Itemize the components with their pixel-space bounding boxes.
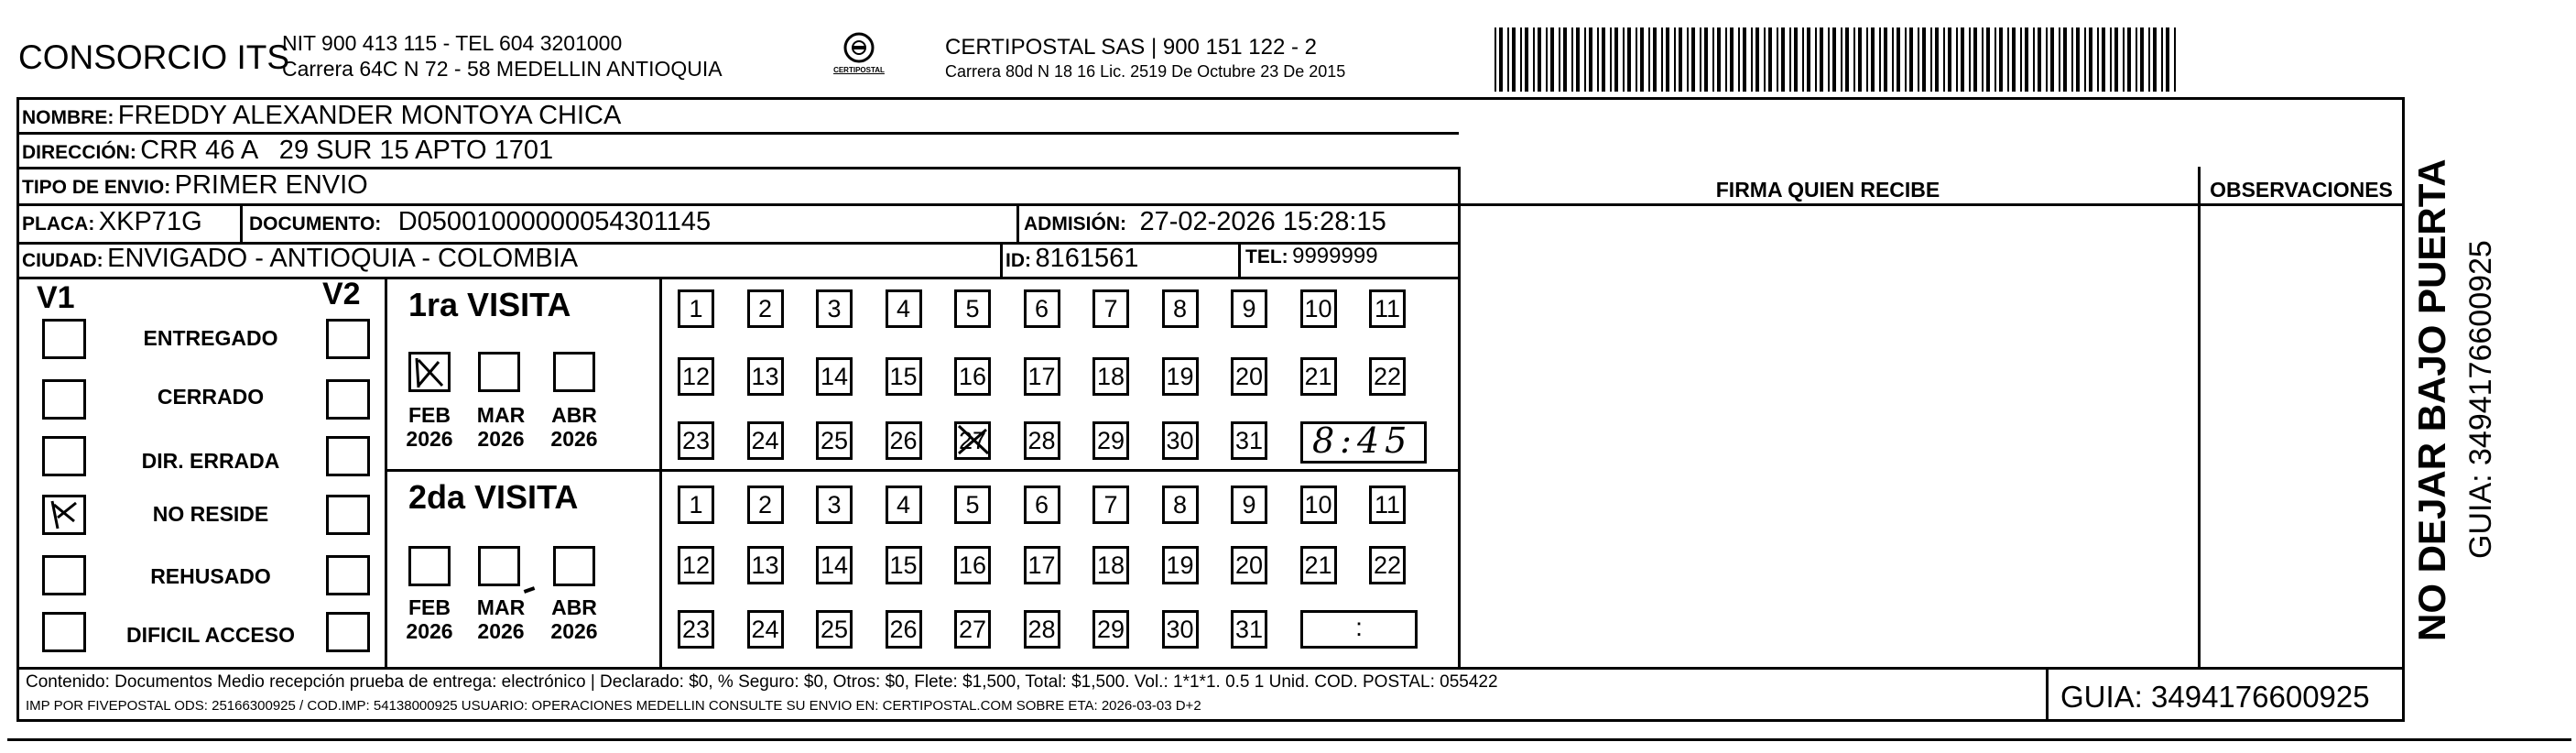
status-cerrado: CERRADO	[157, 385, 265, 409]
first-visit-day-28[interactable]: 28	[1024, 421, 1060, 460]
first-visit-day-20[interactable]: 20	[1231, 357, 1267, 396]
first-visit-day-18[interactable]: 18	[1092, 357, 1129, 396]
first-visit-day-8[interactable]: 8	[1162, 289, 1199, 328]
first-visit-day-21[interactable]: 21	[1300, 357, 1337, 396]
tipo-envio-label: TIPO DE ENVIO:	[22, 177, 171, 198]
first-visit-day-4[interactable]: 4	[886, 289, 922, 328]
second-visit-day-10[interactable]: 10	[1300, 486, 1337, 524]
first-visit-label: 1ra VISITA	[408, 286, 571, 323]
first-visit-day-30[interactable]: 30	[1162, 421, 1199, 460]
v2-label: V2	[322, 277, 361, 311]
first-visit-month-mar[interactable]	[478, 352, 520, 392]
month-label: ABR	[551, 403, 597, 427]
first-visit-day-17[interactable]: 17	[1024, 357, 1060, 396]
second-visit-day-28[interactable]: 28	[1024, 610, 1060, 649]
second-visit-day-25[interactable]: 25	[816, 610, 853, 649]
second-visit-day-13[interactable]: 13	[747, 546, 784, 584]
first-visit-day-5[interactable]: 5	[954, 289, 991, 328]
second-visit-month-feb[interactable]	[408, 546, 451, 586]
v1-checkbox-dificil-acceso[interactable]	[42, 612, 86, 652]
second-visit-day-16[interactable]: 16	[954, 546, 991, 584]
second-visit-day-5[interactable]: 5	[954, 486, 991, 524]
second-visit-time-box[interactable]	[1300, 610, 1418, 649]
v2-checkbox-dir-errada[interactable]	[326, 436, 370, 476]
first-visit-day-22[interactable]: 22	[1369, 357, 1406, 396]
second-visit-day-30[interactable]: 30	[1162, 610, 1199, 649]
first-visit-day-14[interactable]: 14	[816, 357, 853, 396]
second-visit-day-20[interactable]: 20	[1231, 546, 1267, 584]
ciudad-value: ENVIGADO - ANTIOQUIA - COLOMBIA	[107, 244, 579, 273]
first-visit-day-11[interactable]: 11	[1369, 289, 1406, 328]
year-label: 2026	[550, 427, 598, 451]
second-visit-day-29[interactable]: 29	[1092, 610, 1129, 649]
v1-checkbox-rehusado[interactable]	[42, 555, 86, 595]
second-visit-day-26[interactable]: 26	[886, 610, 922, 649]
id-value: 8161561	[1035, 244, 1139, 273]
first-visit-day-31[interactable]: 31	[1231, 421, 1267, 460]
placa-value: XKP71G	[98, 207, 202, 236]
second-visit-day-3[interactable]: 3	[816, 486, 853, 524]
first-visit-day-3[interactable]: 3	[816, 289, 853, 328]
v2-checkbox-dificil-acceso[interactable]	[326, 612, 370, 652]
v2-checkbox-cerrado[interactable]	[326, 379, 370, 420]
side-guia: GUIA: 3494176600925	[2463, 240, 2498, 559]
second-visit-day-19[interactable]: 19	[1162, 546, 1199, 584]
first-visit-day-19[interactable]: 19	[1162, 357, 1199, 396]
second-visit-day-9[interactable]: 9	[1231, 486, 1267, 524]
tel-value: 9999999	[1292, 244, 1378, 268]
first-visit-day-15[interactable]: 15	[886, 357, 922, 396]
first-visit-day-23[interactable]: 23	[678, 421, 714, 460]
second-visit-day-24[interactable]: 24	[747, 610, 784, 649]
year-label: 2026	[477, 619, 525, 643]
second-visit-day-1[interactable]: 1	[678, 486, 714, 524]
first-visit-day-10[interactable]: 10	[1300, 289, 1337, 328]
barcode	[1495, 27, 2178, 92]
ciudad-label: CIUDAD:	[22, 250, 103, 271]
handwritten-check-icon	[411, 355, 448, 389]
second-visit-day-11[interactable]: 11	[1369, 486, 1406, 524]
documento-value: D05001000000054301145	[397, 207, 712, 236]
handwritten-check-icon	[45, 497, 83, 532]
nombre-value: FREDDY ALEXANDER MONTOYA CHICA	[117, 101, 622, 130]
year-label: 2026	[406, 427, 453, 451]
no-dejar-bajo-puerta: NO DEJAR BAJO PUERTA	[2410, 158, 2453, 641]
status-no-reside: NO RESIDE	[152, 502, 269, 526]
year-label: 2026	[477, 427, 525, 451]
carrier-address: Carrera 80d N 18 16 Lic. 2519 De Octubre 23 De 2015	[945, 62, 1346, 81]
second-visit-day-7[interactable]: 7	[1092, 486, 1129, 524]
second-visit-time-value: :	[1355, 613, 1363, 641]
first-visit-day-27[interactable]: 27	[954, 421, 991, 460]
first-visit-day-1[interactable]: 1	[678, 289, 714, 328]
first-visit-day-12[interactable]: 12	[678, 357, 714, 396]
first-visit-day-26[interactable]: 26	[886, 421, 922, 460]
month-label: ABR	[551, 595, 597, 619]
second-visit-day-6[interactable]: 6	[1024, 486, 1060, 524]
id-label: ID:	[1005, 250, 1031, 271]
second-visit-month-mar[interactable]	[478, 546, 520, 586]
month-label: MAR	[476, 403, 526, 427]
first-visit-day-24[interactable]: 24	[747, 421, 784, 460]
carrier-line: CERTIPOSTAL SAS | 900 151 122 - 2	[945, 35, 1317, 60]
first-visit-day-25[interactable]: 25	[816, 421, 853, 460]
second-visit-day-22[interactable]: 22	[1369, 546, 1406, 584]
first-visit-day-13[interactable]: 13	[747, 357, 784, 396]
first-visit-month-feb[interactable]	[408, 352, 451, 392]
first-visit-day-6[interactable]: 6	[1024, 289, 1060, 328]
v2-checkbox-entregado[interactable]	[326, 319, 370, 359]
second-visit-day-18[interactable]: 18	[1092, 546, 1129, 584]
v1-checkbox-no-reside[interactable]	[42, 495, 86, 535]
second-visit-day-15[interactable]: 15	[886, 546, 922, 584]
logo-text: CERTIPOSTAL	[833, 66, 885, 74]
guia-footer: GUIA: 3494176600925	[2060, 680, 2370, 714]
month-label: FEB	[408, 403, 451, 427]
company-address: Carrera 64C N 72 - 58 MEDELLIN ANTIOQUIA	[282, 57, 723, 81]
first-visit-day-16[interactable]: 16	[954, 357, 991, 396]
second-visit-day-4[interactable]: 4	[886, 486, 922, 524]
first-visit-day-2[interactable]: 2	[747, 289, 784, 328]
first-visit-time-value: 8:45	[1312, 420, 1413, 461]
status-entregado: ENTREGADO	[143, 326, 278, 350]
admision-label: ADMISIÓN:	[1024, 213, 1126, 235]
first-visit-day-7[interactable]: 7	[1092, 289, 1129, 328]
v1-checkbox-entregado[interactable]	[42, 319, 86, 359]
month-label: MAR	[476, 595, 526, 619]
v2-checkbox-rehusado[interactable]	[326, 555, 370, 595]
year-label: 2026	[406, 619, 453, 643]
second-visit-day-31[interactable]: 31	[1231, 610, 1267, 649]
company-name: CONSORCIO ITS	[18, 38, 290, 76]
second-visit-day-21[interactable]: 21	[1300, 546, 1337, 584]
year-label: 2026	[550, 619, 598, 643]
second-visit-day-27[interactable]: 27	[954, 610, 991, 649]
imp-line: IMP POR FIVEPOSTAL ODS: 25166300925 / COD.IMP: 54138000925 USUARIO: OPERACIONES MEDELLIN CONSULTE SU ENVIO EN: CERTIPOSTAL.COM SOBRE ETA: 2026-03-03 D+2	[26, 698, 1201, 714]
second-visit-day-17[interactable]: 17	[1024, 546, 1060, 584]
v2-checkbox-no-reside[interactable]	[326, 495, 370, 535]
status-rehusado: REHUSADO	[150, 564, 271, 588]
second-visit-month-abr[interactable]	[553, 546, 595, 586]
certipostal-logo-icon	[822, 29, 896, 84]
v1-checkbox-dir-errada[interactable]	[42, 436, 86, 476]
placa-label: PLACA:	[22, 213, 95, 235]
direccion-value: CRR 46 A 29 SUR 15 APTO 1701	[140, 136, 554, 165]
documento-label: DOCUMENTO:	[249, 213, 382, 235]
second-visit-day-2[interactable]: 2	[747, 486, 784, 524]
handwritten-check-icon	[955, 422, 992, 459]
first-visit-time-box[interactable]	[1300, 421, 1427, 464]
first-visit-day-9[interactable]: 9	[1231, 289, 1267, 328]
observaciones-label: OBSERVACIONES	[2210, 178, 2393, 202]
status-dificil-acceso: DIFICIL ACCESO	[125, 623, 295, 647]
status-dir-errada: DIR. ERRADA	[141, 449, 280, 473]
nombre-label: NOMBRE:	[22, 107, 114, 128]
first-visit-day-29[interactable]: 29	[1092, 421, 1129, 460]
contenido-line: Contenido: Documentos Medio recepción prueba de entrega: electrónico | Declarado: $0, % Seguro: $0, Otros: $0, Flete: $1,500, Total: $1,500. Vol.: 1*1*1. 0.5 1 Unid. COD. POSTAL: 055422	[26, 672, 1498, 692]
firma-label: FIRMA QUIEN RECIBE	[1715, 178, 1940, 202]
second-visit-label: 2da VISITA	[408, 478, 579, 516]
second-visit-day-12[interactable]: 12	[678, 546, 714, 584]
tel-label: TEL:	[1245, 246, 1288, 267]
second-visit-day-14[interactable]: 14	[816, 546, 853, 584]
second-visit-day-23[interactable]: 23	[678, 610, 714, 649]
month-label: FEB	[408, 595, 451, 619]
tipo-envio-value: PRIMER ENVIO	[174, 170, 368, 200]
second-visit-day-8[interactable]: 8	[1162, 486, 1199, 524]
v1-label: V1	[37, 280, 75, 315]
first-visit-month-abr[interactable]	[553, 352, 595, 392]
direccion-label: DIRECCIÓN:	[22, 142, 136, 163]
v1-checkbox-cerrado[interactable]	[42, 379, 86, 420]
admision-value: 27-02-2026 15:28:15	[1139, 207, 1386, 236]
company-nit: NIT 900 413 115 - TEL 604 3201000	[282, 31, 623, 55]
